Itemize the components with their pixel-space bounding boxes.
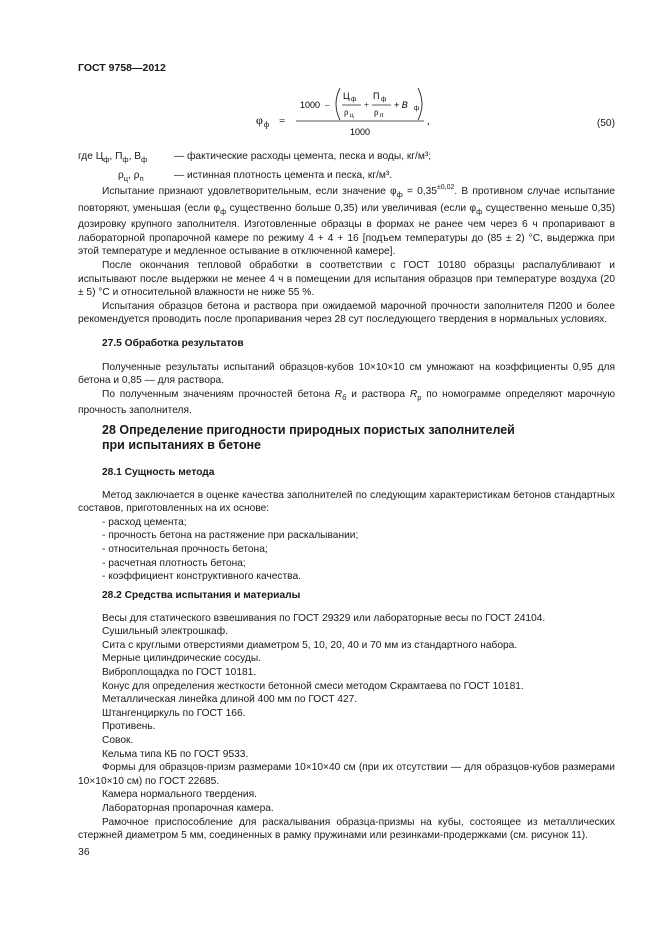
section-27-5-title: 27.5 Обработка результатов bbox=[102, 338, 244, 349]
formula-p-num-sub: ф bbox=[381, 96, 387, 103]
formula-eq: = bbox=[279, 115, 286, 127]
formula-comma: , bbox=[427, 116, 430, 127]
equipment-item: Конус для определения жесткости бетонной смеси методом Скрамтаева по ГОСТ 10181. bbox=[102, 680, 524, 692]
legend-text-1: — фактические расходы цемента, песка и воды, кг/м³; bbox=[174, 151, 432, 162]
document-code-header: ГОСТ 9758—2012 bbox=[78, 62, 166, 74]
legend-vars-1: где $Ц_ф$, $П_ф$, $В_ф$ bbox=[78, 151, 148, 164]
paragraph-acceptance: Испытание признают удовлетворительным, если значение $\varphi_ф = 0,35^{\pm 0,02}$. В противном случае испытание повторяют, уменьшая (если $\varphi_ф$ существенно больше 0,35) или увеличивая (если $\varphi_ф$ существенно меньше 0,35) дозировку крупного заполнителя. Изготовленные образцы в формах не ранее чем через 6 ч пропаривают в лабораторной пропарочной камере по режиму 4 + 4 + 16 [подъем температуры до (85 ± 2) °С, выдержка при этой температуре и медленное остывание в отключенной камере]. bbox=[78, 184, 616, 258]
section-28-1-intro: Метод заключается в оценке качества заполнителей по следующим характеристикам бетонов стандартных составов, приготовленных на их основе: bbox=[78, 489, 615, 515]
equipment-item: Металлическая линейка длиной 400 мм по ГОСТ 427. bbox=[102, 694, 358, 706]
formula-num-1000: 1000 bbox=[300, 100, 321, 110]
equipment-item: Сита с круглыми отверстиями диаметром 5, 10, 20, 40 и 70 мм из стандартного набора. bbox=[102, 639, 518, 651]
section-27-5-p2: По полученным значениям прочностей бетона $R_б$ и раствора $R_р$ по номограмме определяют марочную прочность заполнителя. bbox=[78, 388, 615, 417]
section-28-1-title: 28.1 Сущность метода bbox=[102, 467, 215, 478]
section-28-title-line1: 28 Определение пригодности природных пористых заполнителей bbox=[102, 423, 515, 437]
list-item: - расход цемента; bbox=[102, 516, 187, 528]
formula-p-num: П bbox=[373, 91, 380, 101]
paragraph-p200: Испытания образцов бетона и раствора при ожидаемой марочной прочности заполнителя П200 и более рекомендуется проводить после пропаривания через 28 сут последующего твердения в нормальных условиях. bbox=[78, 300, 615, 326]
formula-paren-left bbox=[336, 88, 340, 120]
section-27-5 bbox=[78, 337, 615, 418]
equipment-item: Виброплощадка по ГОСТ 10181. bbox=[102, 666, 257, 678]
section-28-title-line2: при испытаниях в бетоне bbox=[102, 438, 261, 452]
formula-b-sub: ф bbox=[414, 105, 420, 112]
list-item: - коэффициент конструктивного качества. bbox=[102, 571, 301, 583]
formula-c-den: ρ bbox=[344, 107, 349, 117]
equipment-item: Штангенциркуль по ГОСТ 166. bbox=[102, 707, 246, 719]
list-item: - относительная прочность бетона; bbox=[102, 543, 268, 555]
formula-50 bbox=[78, 88, 615, 142]
formula-plus1: + bbox=[364, 100, 370, 110]
equipment-item: Противень. bbox=[102, 721, 156, 733]
legend-vars-2: $\rho_ц$, $\rho_п$ bbox=[118, 169, 144, 183]
list-item: - расчетная плотность бетона; bbox=[102, 557, 246, 569]
equipment-item: Камера нормального твердения. bbox=[102, 789, 257, 801]
formula-paren-right bbox=[418, 88, 422, 120]
equipment-item: Сушильный электрошкаф. bbox=[102, 626, 228, 638]
formula-p-den: ρ bbox=[374, 107, 379, 117]
section-28-1 bbox=[78, 466, 615, 584]
formula-c-num-sub: ф bbox=[351, 96, 357, 103]
formula-minus: – bbox=[325, 100, 330, 110]
section-28 bbox=[78, 423, 615, 453]
paragraph-heat-treatment: После окончания тепловой обработки в соответствии с ГОСТ 10180 образцы распалубливают и испытывают после выдержки не менее 4 ч в помещении для испытания образцов при температуре воздуха (20 ± 5) °С и относительной влажности не ниже 55 %. bbox=[78, 259, 615, 299]
formula-c-den-sub: ц bbox=[350, 112, 354, 119]
legend-text-2: — истинная плотность цемента и песка, кг/м³. bbox=[174, 169, 393, 181]
formula-lhs: φ bbox=[256, 113, 263, 127]
equipment-item: Лабораторная пропарочная камера. bbox=[102, 802, 274, 814]
legend-line-1 bbox=[78, 150, 615, 167]
section-27-5-p1: Полученные результаты испытаний образцов-кубов 10×10×10 см умножают на коэффициенты 0,95 для бетона и 0,85 — для раствора. bbox=[78, 361, 615, 387]
formula-c-num: Ц bbox=[343, 91, 350, 101]
formula-plus2: + В bbox=[394, 100, 408, 110]
formula-p-den-sub: п bbox=[380, 112, 384, 119]
equipment-item: Формы для образцов-призм размерами 10×10×40 см (при их отсутствии — для образцов-кубов размерами 10×10×10 см) по ГОСТ 22685. bbox=[78, 762, 615, 787]
formula-legend bbox=[78, 150, 615, 185]
equipment-item: Совок. bbox=[102, 734, 134, 746]
formula-den-1000: 1000 bbox=[350, 127, 371, 137]
formula-number: (50) bbox=[596, 118, 615, 129]
section-28-2 bbox=[78, 589, 615, 843]
section-28-1-list bbox=[78, 516, 615, 584]
formula-graphic bbox=[78, 88, 615, 142]
equipment-item: Весы для статического взвешивания по ГОСТ 29329 или лабораторные весы по ГОСТ 24104. bbox=[102, 612, 546, 624]
test-paragraphs bbox=[78, 181, 615, 327]
list-item: - прочность бетона на растяжение при раскалывании; bbox=[102, 530, 359, 542]
section-28-2-list bbox=[78, 612, 615, 843]
equipment-item: Мерные цилиндрические сосуды. bbox=[102, 653, 261, 665]
page-number: 36 bbox=[78, 846, 90, 858]
section-28-2-title: 28.2 Средства испытания и материалы bbox=[102, 590, 301, 601]
equipment-item: Кельма типа КБ по ГОСТ 9533. bbox=[102, 748, 249, 760]
equipment-item: Рамочное приспособление для раскалывания образца-призмы на кубы, состоящее из металлических стержней диаметром 5 мм, соединенных в рамку пружинами или резинками-продержками (см. рисунок 11). bbox=[78, 816, 615, 842]
formula-lhs-sub: ф bbox=[264, 120, 270, 129]
